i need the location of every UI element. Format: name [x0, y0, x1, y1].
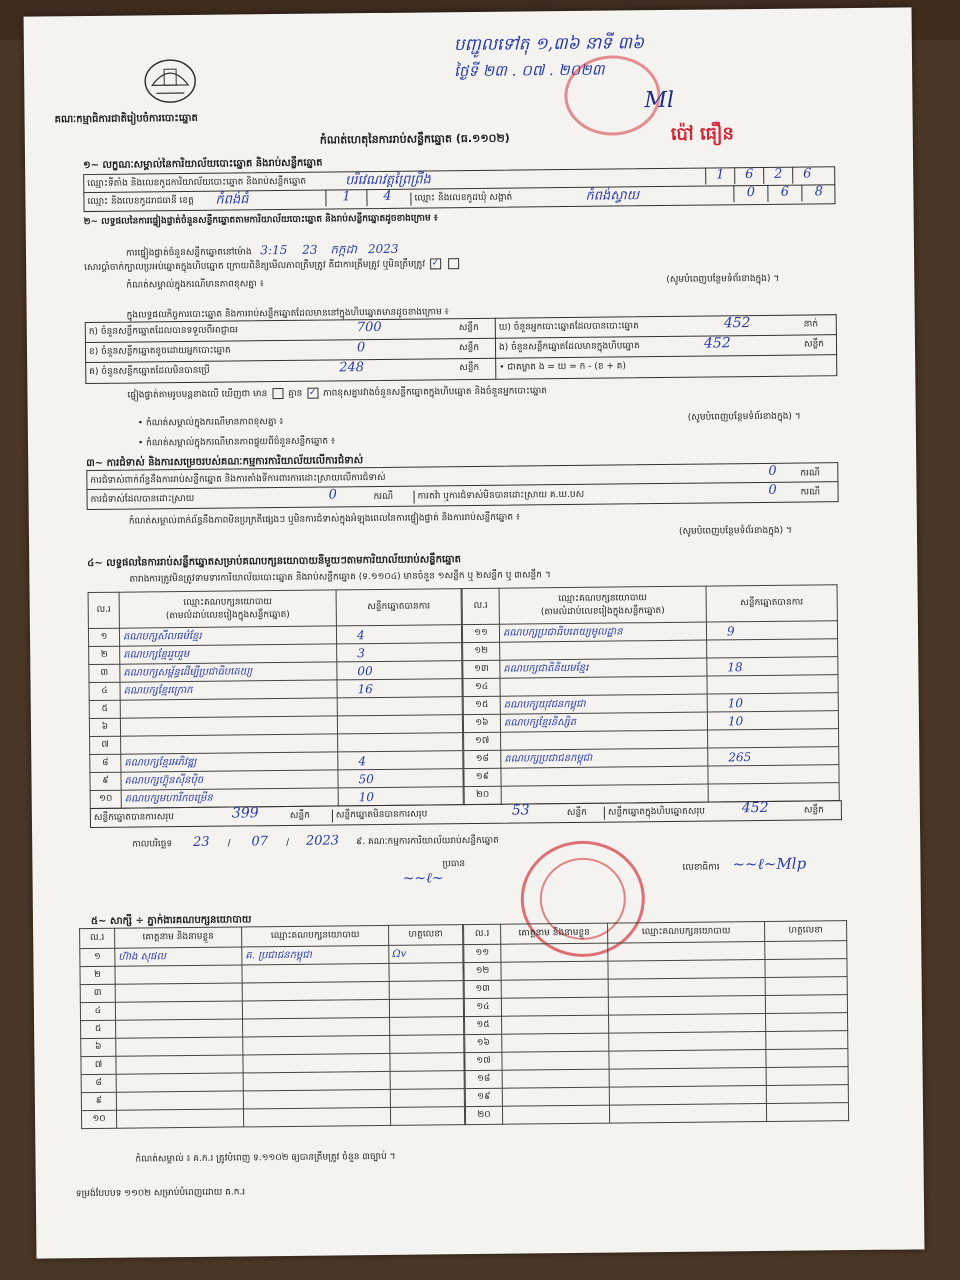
section3-row2-value-b: 0 [768, 482, 777, 498]
date-day: 23 [192, 834, 210, 850]
section1-row2-code [325, 189, 407, 207]
party-results-table-right [462, 584, 840, 805]
section3-row1-unit: ករណី [800, 468, 820, 479]
witness-signature [766, 1031, 848, 1050]
party-votes [338, 733, 463, 752]
document-title: កំណត់ហេតុនៃការរាប់សន្លឹកឆ្នោត (ធ.១១០២) [319, 131, 510, 147]
row-number: ១១ [464, 944, 501, 962]
witness-party [609, 1031, 766, 1051]
row-number: ២ [89, 646, 120, 664]
party-name [500, 676, 707, 696]
row-number: ៥ [89, 700, 120, 718]
count-unit-a: សន្លឹក [458, 322, 479, 334]
party-votes [708, 783, 839, 802]
witness-party [608, 959, 765, 979]
witness-table-left [79, 924, 465, 1129]
committee-name: គណៈកម្មាធិការជាតិរៀបចំការបោះឆ្នោត [54, 112, 198, 126]
col-party-right [499, 586, 706, 624]
date-label: កាលបរិច្ឆេទ [132, 839, 173, 850]
witness-party [608, 995, 765, 1015]
emblem-logo [142, 55, 199, 106]
row-number: ១៣ [464, 980, 501, 998]
party-votes: 9 [706, 621, 837, 640]
count-row-formula: • ជាគម្លាត ង = ឃ = ក - (ខ + គ) [499, 361, 627, 373]
w-col-no: ល.រ [80, 928, 115, 948]
party-name: គណបក្សប្រជាធិបតេយ្យមូលដ្ឋាន [499, 622, 706, 642]
party-votes [707, 639, 838, 658]
party-votes: 16 [337, 679, 462, 698]
row-number: ៤ [80, 1002, 115, 1020]
row-number: ៥ [81, 1020, 116, 1038]
row-number: ១៧ [464, 732, 501, 750]
row-number: ២០ [464, 786, 501, 804]
witness-signature [766, 1103, 848, 1122]
section3-row2-unit-b: ករណី [800, 487, 821, 498]
total-invalid-unit: សន្លឹក [566, 807, 587, 819]
witness-name [115, 983, 242, 1002]
count-value-e: 452 [703, 335, 731, 352]
witness-signature [765, 959, 847, 978]
section1-row2-value: កំពង់ធំ [215, 192, 249, 208]
witness-signature [765, 995, 847, 1014]
witness-party [243, 1071, 390, 1091]
reopen-text: សោរប្តាំចាក់ក្បាលប្រអប់ឆ្នោតក្នុងហិបឆ្នោត ក្រោយពិនិត្យមើលភាពត្រឹមត្រូវ គឺជាការត្រឹមត្រូវ ឬមិនត្រឹមត្រូវ [84, 259, 426, 274]
party-votes: 265 [708, 747, 839, 766]
handwritten-note-line1: បញ្ជូលទៅតុ ១,៣៦ នាទី ៣៦ [453, 33, 645, 56]
checkbox-no-diff[interactable]: ✓ [308, 387, 317, 398]
witness-name [501, 997, 608, 1016]
count-label-e: ង) ចំនួនសន្លឹកឆ្នោតដែលមានក្នុងហិបឆ្នោត [498, 341, 640, 353]
witness-signature [389, 981, 463, 1000]
row-number: ១៨ [465, 1070, 502, 1088]
w-col-sign: ហត្ថលេខា [389, 925, 463, 946]
date-month: 07 [251, 834, 269, 850]
witness-name [502, 1015, 609, 1034]
party-votes: 10 [338, 787, 463, 806]
section1-row1-value: បរិវេណវត្តព្រៃព្រីង [345, 172, 431, 189]
section5-title: ៥~ សាក្សី ÷ ភ្នាក់ងារគណបក្សនយោបាយ [90, 914, 252, 928]
party-name: គណបក្សយុវជនកម្ពុជា [500, 694, 707, 714]
row-number: ១ [80, 948, 115, 966]
total-invalid-label: សន្លឹកឆ្នោតមិនបានការសរុប [332, 808, 428, 822]
secretary-signature: ~~ℓ~Mlp [732, 854, 807, 874]
count-label-c: គ) ចំនួនសន្លឹកឆ្នោតដែលមិនបានប្រើ [89, 365, 210, 378]
col-party-label: ឈ្មោះគណបក្សនយោបាយ [183, 596, 273, 608]
code-digit: 0 [733, 185, 767, 202]
section1-row1-label: ឈ្មោះទីតាំង និងលេខកូដការិយាល័យបោះឆ្នោត និងរាប់សន្លឹកឆ្នោត [87, 176, 307, 190]
party-name [501, 730, 708, 750]
party-name: គណបក្សប្រជាជនកម្ពុជា [501, 748, 708, 768]
row-number: ១៥ [465, 1016, 502, 1034]
party-name [121, 734, 338, 754]
check-text-c: ភាពខុសគ្នារវាងចំនួនសន្លឹកឆ្នោតក្នុងហិបឆ្នោត និងចំនួនអ្នកបោះឆ្នោត [323, 386, 548, 399]
party-votes [337, 715, 462, 734]
section3-row1-value: 0 [768, 463, 777, 479]
party-votes [708, 729, 839, 748]
count-label-a: ក) ចំនួនសន្លឹកឆ្នោតដែលបានទទួលពីអាជ្ញាធរ [88, 325, 239, 338]
table-row [81, 1107, 464, 1129]
witness-name [115, 965, 242, 984]
witness-name [501, 979, 608, 998]
row-number: ១ [88, 628, 119, 646]
section3-fill-hint: (សូមបំពេញបន្ថែមទំព័រខាងក្នុង) ។ [678, 525, 792, 537]
section1-row2-code-b [733, 184, 835, 202]
witness-signature [389, 999, 463, 1018]
count-label-b: ខ) ចំនួនសន្លឹកឆ្នោតខូចដោយអ្នកបោះឆ្នោត [88, 345, 231, 358]
code-digit: 2 [763, 167, 792, 184]
code-digit: 1 [705, 167, 734, 184]
verify-time: 3:15 [260, 242, 288, 258]
witness-party [243, 1053, 390, 1073]
section2-bullet1-hint: (សូមបំពេញបន្ថែមទំព័រខាងក្នុង) ។ [687, 411, 801, 423]
col-votes-right: សន្លឹកឆ្នោតបានការ [706, 585, 837, 622]
signing-date: កាលបរិច្ឆេទ 23 / 07 / 2023 ៩. គណៈកម្មការការិយាល័យរាប់សន្លឹកឆ្នោត [132, 833, 499, 850]
row-number: ៦ [89, 718, 120, 736]
witness-party [242, 999, 389, 1019]
section2-note-label: កំណត់សម្គាល់ក្នុងករណីមានភាពខុសគ្នា ៖ [126, 279, 264, 291]
section1-row2-value-b: កំពង់ស្វាយ [585, 188, 640, 204]
party-name: គណបក្សជាតិនិយមខ្មែរ [500, 658, 707, 678]
count-value-b: 0 [356, 340, 366, 356]
row-number: ១៣ [463, 660, 500, 678]
party-votes: 10 [707, 711, 838, 730]
chair-label: ប្រធាន [442, 859, 466, 870]
row-number: ៩ [90, 772, 121, 790]
section3-title: ៣~ ការជំទាស់ និងការសម្រេចរបស់គណៈកម្មការការិយាល័យលើការជំទាស់ [86, 455, 364, 470]
section3-row2-value: 0 [328, 487, 337, 503]
checkbox-incorrect[interactable] [448, 258, 459, 269]
witness-signature [766, 1049, 848, 1068]
verify-year: 2023 [367, 241, 399, 257]
witness-party [609, 1085, 766, 1105]
section2-bullet1: • កំណត់សម្គាល់ក្នុងករណីមានភាពខុសគ្នា ៖ [137, 416, 284, 429]
row-number: ៨ [81, 1074, 116, 1092]
row-number: ១៩ [465, 1088, 502, 1106]
party-name: គណបក្សសីលធម៌ខ្មែរ [119, 626, 336, 646]
code-digit: 1 [325, 189, 366, 206]
row-number: ១៧ [465, 1052, 502, 1070]
party-votes [708, 765, 839, 784]
row-number: ២ [80, 966, 115, 984]
party-results-table-left [88, 588, 464, 809]
section3-row2-label-b: ការតវ៉ា ឬការជំទាស់មិនបានដោះស្រាយ គ.ឃ.បស [414, 489, 585, 504]
count-value-a: 700 [356, 319, 382, 336]
code-digit: 8 [801, 184, 835, 201]
w-col-name: គោត្តនាម និងនាមខ្លួន [115, 927, 242, 948]
handwritten-note-line2: ថ្ងៃទី ២៣ . ០៧ . ២០២៣ [454, 60, 605, 81]
handwritten-signature-top: Ml [644, 87, 675, 114]
row-number: ១០ [81, 1110, 116, 1128]
row-number: ៨ [90, 754, 121, 772]
footer-form-name: ទម្រង់បែបបទ ១១០២ សម្រាប់បំពេញដោយ គ.ក.រ [75, 1187, 246, 1200]
witness-name [116, 1019, 243, 1038]
section3-row1-label: ការជំទាស់ពាក់ព័ន្ធនឹងការរាប់សន្លឹកឆ្នោត និងការតាំងទីការពារការដោះស្រាយលើការជំទាស់ [90, 472, 386, 487]
footer-note: កំណត់សម្គាល់ ៖ គ.ក.រ ត្រូវបំពេញ ទ.១១០២ ឲ្យបានត្រឹមត្រូវ ចំនួន ៣ច្បាប់ ។ [135, 1151, 396, 1165]
witness-party [608, 941, 765, 961]
party-votes [707, 675, 838, 694]
witness-signature [389, 963, 463, 982]
total-box-value: 452 [741, 799, 769, 817]
verify-label: ការផ្ទៀងផ្ទាត់ចំនួនសន្លឹកឆ្នោតនៅម៉ោង [125, 247, 252, 259]
row-number: ៧ [81, 1056, 116, 1074]
w-col-sign-right: ហត្ថលេខា [765, 921, 847, 942]
witness-party [243, 1107, 390, 1127]
verify-month: កក្កដា [330, 242, 358, 257]
row-number: ១៤ [464, 998, 501, 1016]
row-number: ២០ [465, 1106, 502, 1124]
total-valid-unit: សន្លឹក [289, 810, 310, 821]
party-name [500, 640, 707, 660]
party-votes [337, 697, 462, 716]
witness-signature [765, 941, 847, 960]
section4-subtitle: តារាងការត្រូវមិនត្រូវទាមទារការិយាល័យបោះឆ្នោត និងរាប់សន្លឹកឆ្នោត (ទ.១១០៤) មានចំនួន ១សន្លឹក ឬ ២សន្លឹក ឬ ៣សន្លឹក ។ [129, 570, 551, 585]
witness-signature [766, 1013, 848, 1032]
witness-signature [390, 1053, 464, 1072]
witness-signature [390, 1017, 464, 1036]
section3-row2-label: ការជំទាស់ដែលបានដោះស្រាយ [90, 493, 195, 506]
section3-note: កំណត់សម្គាល់ពាក់ព័ន្ធនឹងភាពមិនប្រក្រតីផ្សេងៗ ឬមិនការជំទាស់ក្នុងអំឡុងពេលនៃការផ្ទៀងផ្ទាត់ និងការរាប់សន្លឹកឆ្នោត ៖ [128, 512, 520, 527]
witness-signature [390, 1089, 464, 1108]
party-name: គណបក្សខ្មែរអភិវឌ្ឍ [121, 752, 338, 772]
witness-signature [390, 1071, 464, 1090]
witness-signature [766, 1067, 848, 1086]
count-value-d: 452 [723, 315, 751, 332]
witness-signature [765, 977, 847, 996]
party-votes: 4 [336, 625, 461, 644]
witness-party [243, 1035, 390, 1055]
check-text-b: គ្មាន [287, 388, 303, 399]
party-name: គណបក្សហ៊្វុនស៊ីនប៉ិច [121, 770, 338, 790]
election-form-paper [24, 7, 925, 1258]
row-number: ១៩ [464, 768, 501, 786]
count-unit-b: សន្លឹក [458, 342, 480, 354]
row-number: ១២ [463, 642, 500, 660]
party-name: គណបក្សខ្មែរក្រោក [120, 680, 337, 700]
checkbox-correct[interactable]: ✓ [431, 258, 440, 269]
witness-name [502, 1069, 609, 1088]
party-votes: 50 [338, 769, 463, 788]
witness-party [609, 1049, 766, 1069]
witness-name [115, 1001, 242, 1020]
witness-signature [390, 1035, 464, 1054]
witness-name [116, 1109, 243, 1128]
witness-party: គ. ប្រជាជនកម្ពុជា [242, 945, 389, 965]
total-invalid-value: 53 [511, 802, 530, 819]
checkbox-has-diff[interactable] [272, 388, 283, 399]
witness-party [608, 977, 765, 997]
count-unit-d: នាក់ [803, 319, 819, 330]
row-number: ១១ [462, 624, 499, 642]
section2-fill-hint: (សូមបំពេញបន្ថែមទំព័រខាងក្នុង) ។ [666, 273, 780, 285]
section4-title: ៤~ លទ្ធផលនៃការរាប់សន្លឹកឆ្នោតសម្រាប់គណបក្សនយោបាយនីមួយៗតាមការិយាល័យរាប់សន្លឹកឆ្នោត [87, 554, 462, 570]
section2-bullet2: • កំណត់សម្គាល់ក្នុងករណីមានភាពផ្ទុយពីចំនួនសន្លឹកឆ្នោត ៖ [137, 436, 335, 449]
witness-name [502, 1105, 609, 1124]
col-no: ល.រ [88, 592, 119, 628]
check-text-a: ផ្ទៀងផ្ទាត់តាមរូបមន្តខាងលើ ឃើញថា មាន [127, 389, 268, 401]
witness-name: ហ៊ាង សុផល [115, 947, 242, 966]
row-number: ៩ [81, 1092, 116, 1110]
col-party-sub: (តាមលំដាប់លេខរៀងក្នុងសន្លឹកឆ្នោត) [165, 609, 290, 621]
party-name: គណបក្សខ្មែររួបរួម [120, 644, 337, 664]
row-number: ១៤ [463, 678, 500, 696]
row-number: ៣ [89, 664, 120, 682]
w-col-no-right: ល.រ [464, 924, 501, 944]
section2-title: ២~ លទ្ធផលនៃការផ្ទៀងផ្ទាត់ចំនួនសន្លឹកឆ្នោតតាមការិយាល័យបោះឆ្នោត និងរាប់សន្លឹកឆ្នោតដូចខាងក្រោម ៖ [83, 213, 438, 228]
count-unit-e: សន្លឹក [803, 339, 825, 350]
party-votes: 00 [337, 661, 462, 680]
row-number: ៣ [80, 984, 115, 1002]
witness-party [609, 1103, 766, 1123]
code-digit: 6 [792, 166, 821, 183]
col-no-right: ល.រ [462, 588, 499, 624]
row-number: ១២ [464, 962, 501, 980]
witness-party [243, 1017, 390, 1037]
row-number: ១៥ [463, 696, 500, 714]
witness-party [609, 1067, 766, 1087]
row-number: ៦ [81, 1038, 116, 1056]
col-party-label-right: ឈ្មោះគណបក្សនយោបាយ [558, 592, 647, 604]
handwritten-name-red: ប៉ៅ ធឿន [670, 123, 734, 145]
section3-row2-unit: ករណី [373, 491, 394, 503]
witness-name [116, 1037, 243, 1056]
witness-signature [390, 1107, 464, 1126]
w-col-party: ឈ្មោះគណបក្សនយោបាយ [242, 925, 389, 947]
section1-title: ១~ លក្ខណៈសម្គាល់នៃការិយាល័យបោះឆ្នោត និងរាប់សន្លឹកឆ្នោត [83, 157, 323, 172]
total-box-label: សន្លឹកឆ្នោតក្នុងហិបឆ្នោតសរុប [604, 806, 705, 820]
total-box-unit: សន្លឹក [803, 805, 824, 816]
signing-committee: ៩. គណៈកម្មការការិយាល័យរាប់សន្លឹកឆ្នោត [355, 835, 499, 848]
count-unit-c: សន្លឹក [459, 362, 480, 374]
party-name [120, 698, 337, 718]
section1-row2-label: ឈ្មោះ និងលេខកូដរាជធានី ខេត្ត [87, 195, 194, 208]
section1-row2-label-b: ឈ្មោះ និងលេខកូដឃុំ សង្កាត់ [410, 192, 512, 206]
witness-party [609, 1013, 766, 1033]
total-valid-label: សន្លឹកឆ្នោតបានការសរុប [93, 812, 174, 823]
code-digit: 6 [734, 167, 763, 184]
count-label-d: ឃ) ចំនួនអ្នកបោះឆ្នោតដែលបានបោះឆ្នោត [498, 321, 639, 333]
chair-signature: ~~ℓ~ [402, 870, 444, 887]
section1-row1-code [705, 166, 821, 184]
code-digit: 6 [767, 185, 801, 202]
witness-name [502, 1051, 609, 1070]
row-number: ៤ [89, 682, 120, 700]
row-number: ៧ [90, 736, 121, 754]
verify-day: 23 [302, 242, 318, 257]
table-row [465, 1103, 848, 1125]
witness-table-right [463, 920, 849, 1125]
witness-name [502, 1087, 609, 1106]
count-value-c: 248 [339, 360, 365, 376]
row-number: ១៦ [463, 714, 500, 732]
witness-party [242, 963, 389, 983]
witness-party [243, 1089, 390, 1109]
date-year: 2023 [305, 833, 340, 849]
col-party [119, 590, 336, 628]
row-number: ១៦ [465, 1034, 502, 1052]
party-votes: 4 [338, 751, 463, 770]
w-col-party-right: ឈ្មោះគណបក្សនយោបាយ [608, 921, 765, 943]
party-name [501, 766, 708, 786]
witness-name [116, 1073, 243, 1092]
witness-name [116, 1091, 243, 1110]
secretary-label: លេខាធិការ [682, 862, 720, 873]
party-name: គណបក្សខ្មែរនិស្សិត [500, 712, 707, 732]
witness-name [501, 943, 608, 962]
witness-signature: Ωv [389, 945, 463, 964]
witness-name [502, 1033, 609, 1052]
witness-name [116, 1055, 243, 1074]
party-votes: 18 [707, 657, 838, 676]
witness-name [501, 961, 608, 980]
code-digit: 4 [366, 189, 407, 206]
witness-party [242, 981, 389, 1001]
party-votes: 3 [337, 643, 462, 662]
section2-intro: ក្នុងលទ្ធផលកិច្ចការបោះឆ្នោត និងការរាប់សន្លឹកឆ្នោតដែលមាននៅក្នុងហិបឆ្នោតមានដូចខាងក្រោម ៖ [126, 307, 449, 321]
party-votes: 10 [707, 693, 838, 712]
total-valid-value: 399 [231, 805, 259, 822]
row-number: ១០ [90, 790, 121, 808]
party-name: គណបក្សសម្ព័ន្ធដើម្បីប្រជាធិបតេយ្យ [120, 662, 337, 682]
witness-signature [766, 1085, 848, 1104]
section2-check-line [127, 382, 837, 402]
col-votes: សន្លឹកឆ្នោតបានការ [336, 589, 461, 626]
row-number: ១៨ [464, 750, 501, 768]
w-col-name-right: គោត្តនាម និងនាមខ្លួន [501, 923, 608, 944]
party-name: គណបក្សមហារីកចម្រើន [121, 788, 338, 808]
party-name [120, 716, 337, 736]
col-party-sub-right: (តាមលំដាប់លេខរៀងក្នុងសន្លឹកឆ្នោត) [540, 605, 665, 617]
